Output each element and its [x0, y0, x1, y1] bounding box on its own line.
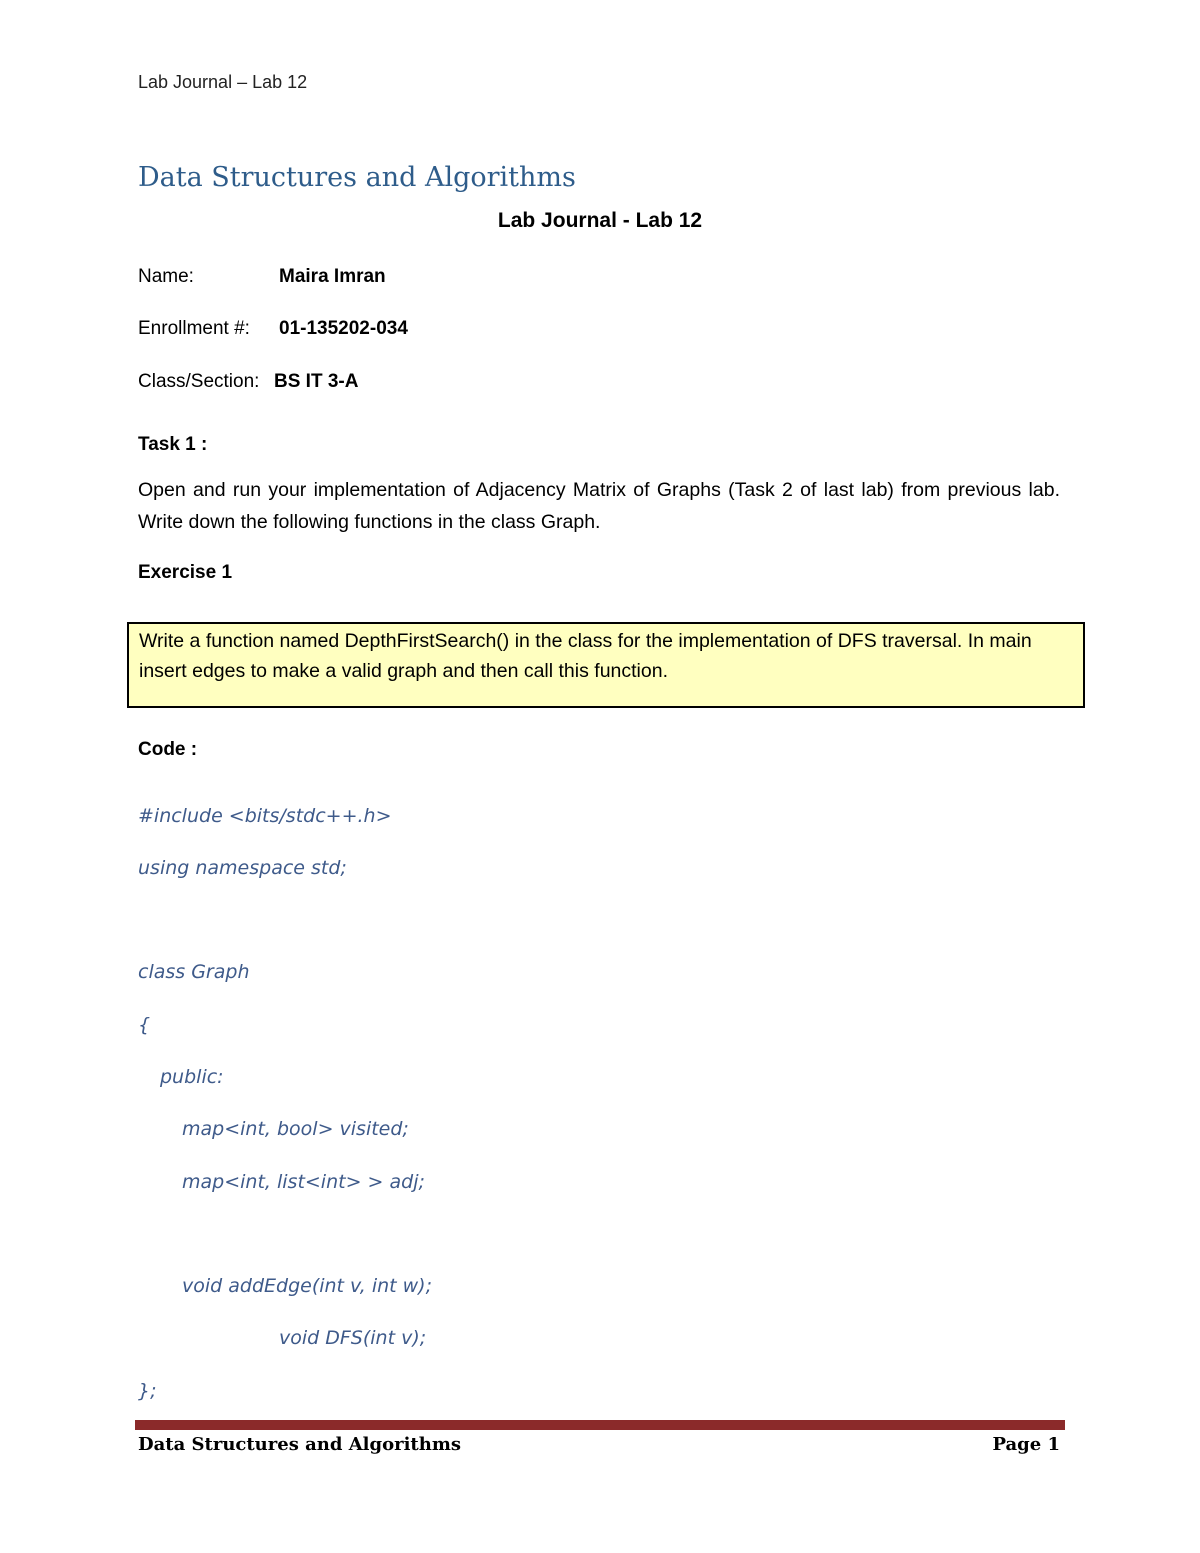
code-line-close-brace: };: [138, 1380, 157, 1402]
exercise-heading: Exercise 1: [138, 562, 233, 583]
footer-divider: [135, 1420, 1065, 1430]
enrollment-label: Enrollment #:: [138, 318, 250, 339]
task-heading: Task 1 :: [138, 434, 208, 455]
code-line-dfs: void DFS(int v);: [279, 1327, 427, 1349]
document-subtitle: Lab Journal - Lab 12: [497, 209, 703, 232]
code-line-addedge: void addEdge(int v, int w);: [182, 1275, 432, 1297]
code-heading: Code :: [138, 739, 198, 760]
name-label: Name:: [138, 266, 194, 287]
task-description: Open and run your implementation of Adjacency Matrix of Graphs (Task 2 of last lab) from previous lab. Write down the following functions in the class Graph.: [138, 479, 1060, 533]
class-section-label: Class/Section:: [138, 371, 260, 392]
class-section-value: BS IT 3-A: [274, 371, 359, 392]
document-title: Data Structures and Algorithms: [138, 162, 576, 193]
page-number: Page 1: [992, 1434, 1060, 1455]
code-line-visited: map<int, bool> visited;: [182, 1118, 409, 1140]
enrollment-value: 01-135202-034: [279, 318, 408, 339]
name-value: Maira Imran: [279, 266, 386, 287]
code-line-open-brace: {: [138, 1014, 151, 1036]
code-line-class: class Graph: [138, 961, 250, 983]
running-header: Lab Journal – Lab 12: [138, 72, 308, 92]
code-line-include: #include <bits/stdc++.h>: [138, 805, 392, 827]
code-line-public: public:: [160, 1066, 224, 1088]
code-line-namespace: using namespace std;: [138, 857, 347, 879]
exercise-box: Write a function named DepthFirstSearch() in the class for the implementation of DFS traversal. In main insert edges to make a valid graph and then call this function.: [127, 622, 1085, 708]
code-line-adj: map<int, list<int> > adj;: [182, 1171, 425, 1193]
footer-title: Data Structures and Algorithms: [138, 1434, 461, 1455]
